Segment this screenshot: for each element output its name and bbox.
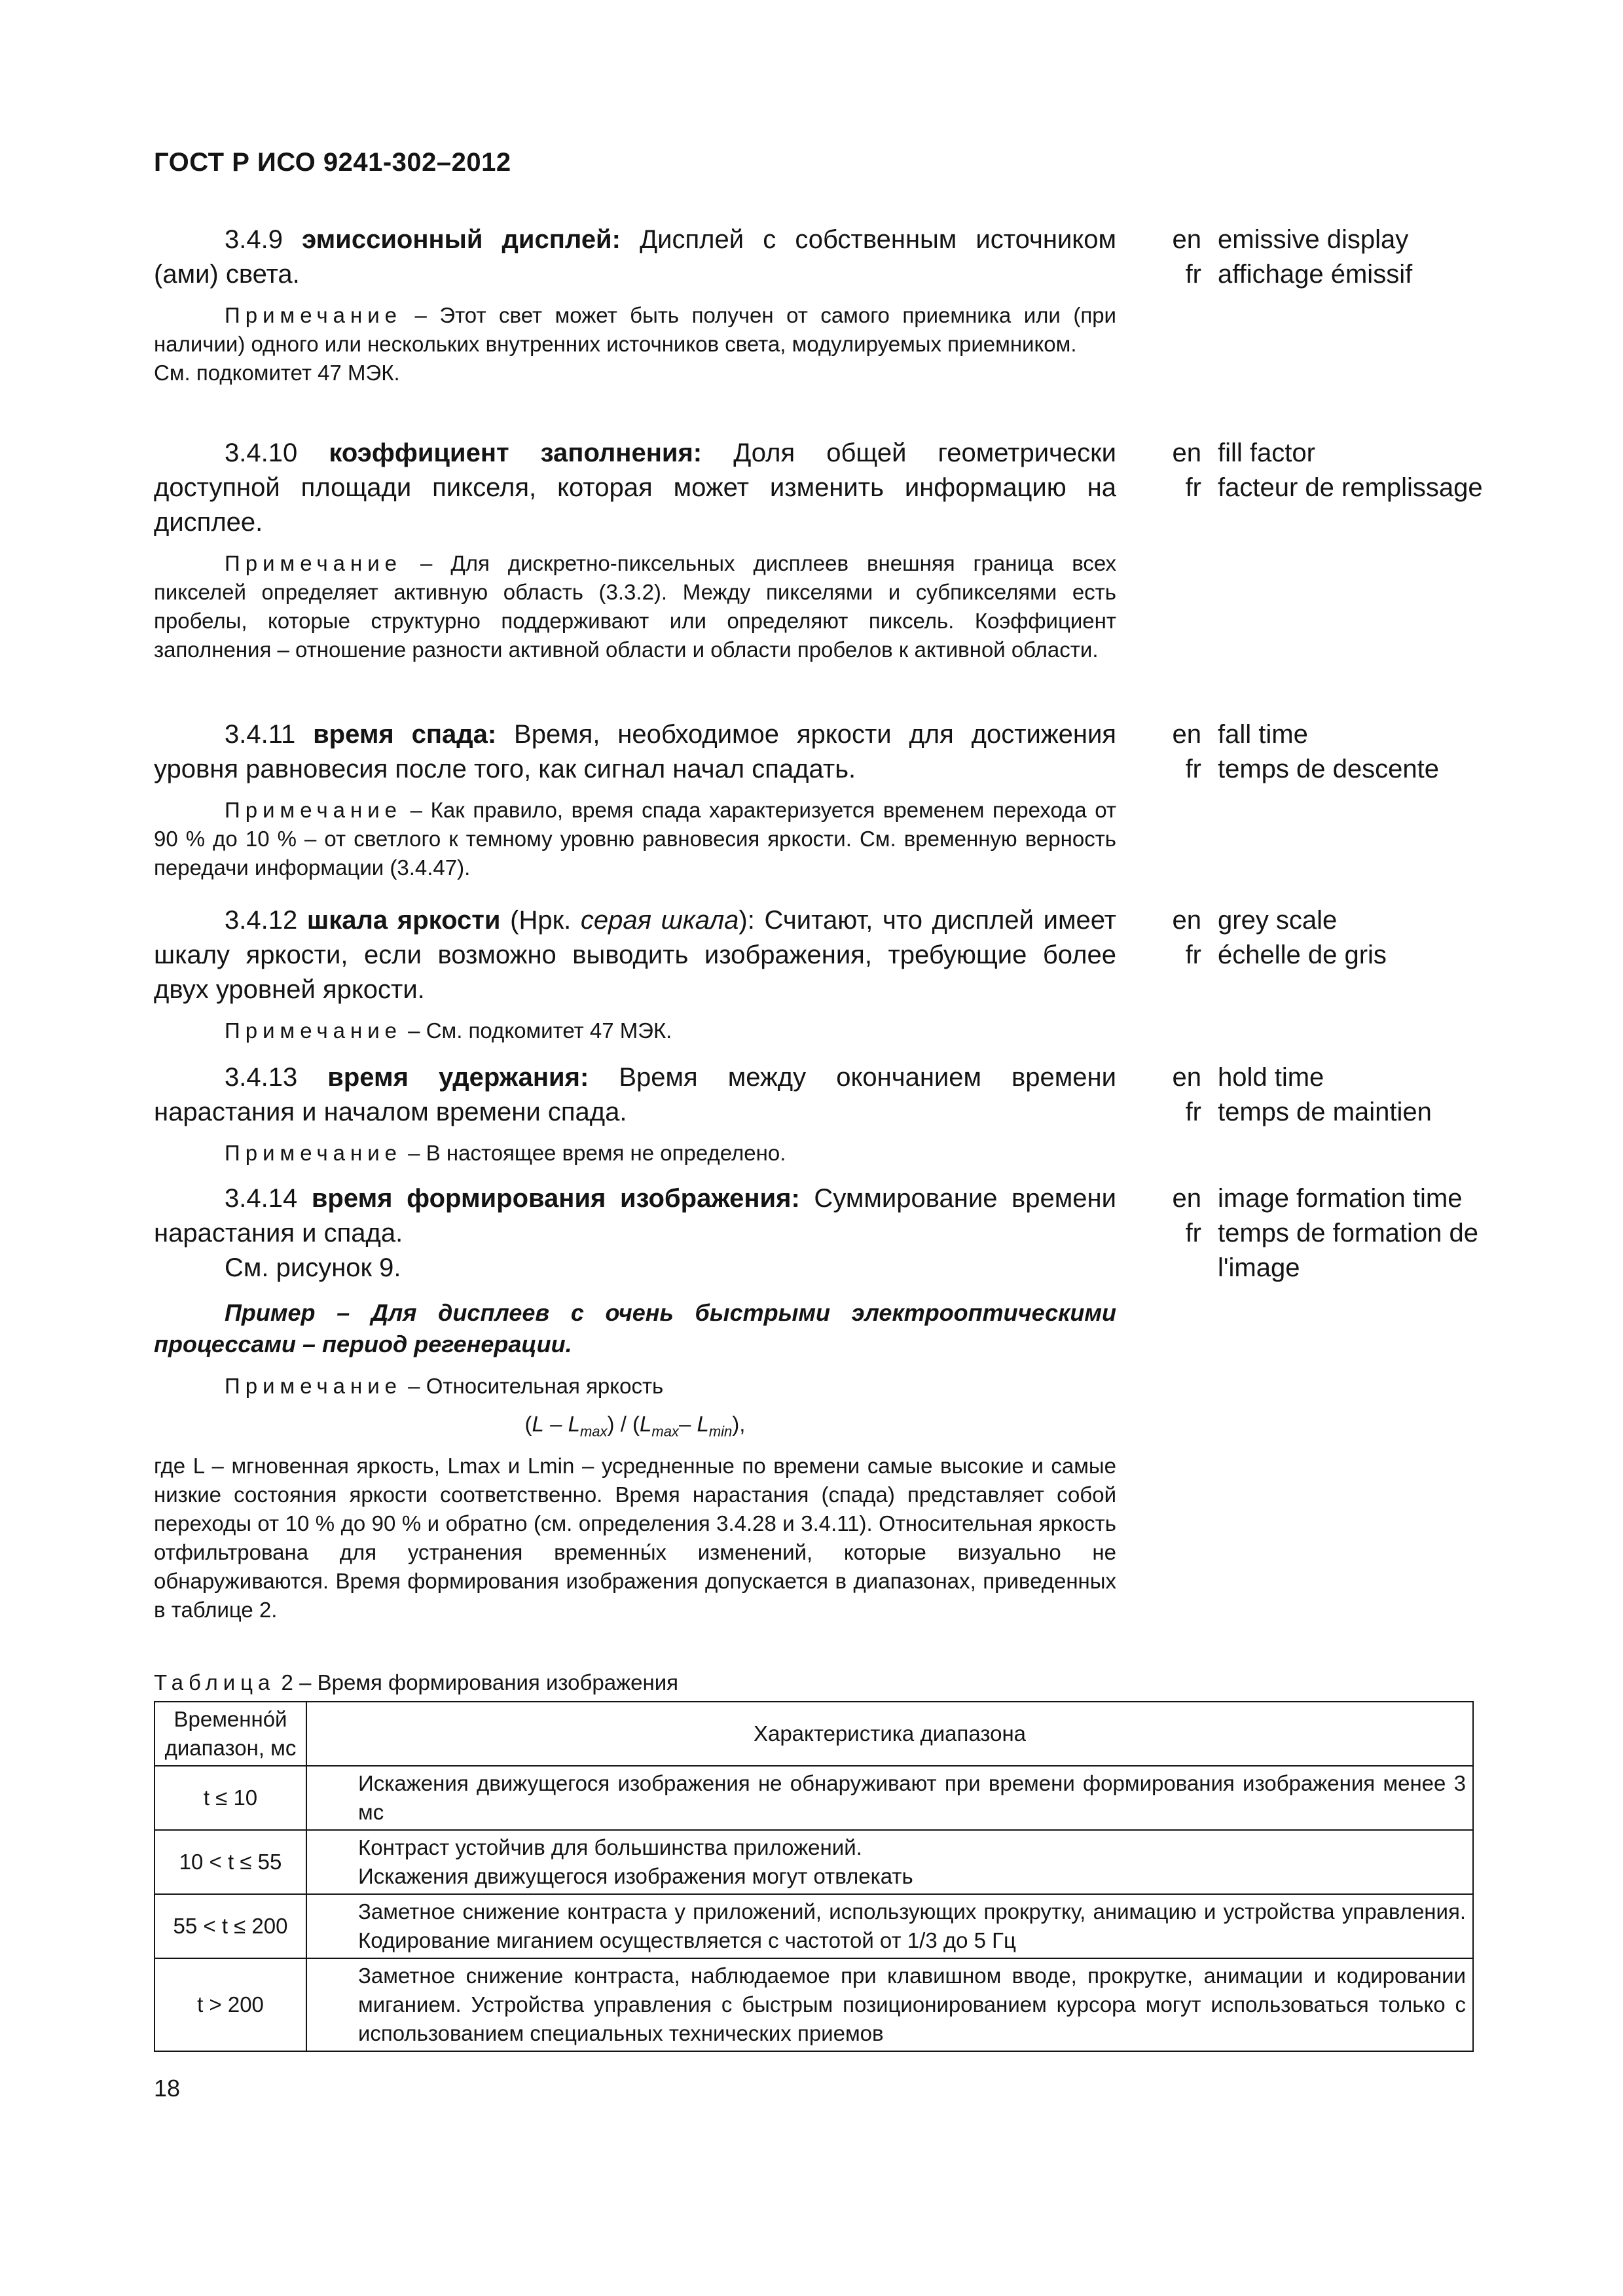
terms-3-4-9 <box>1158 223 1498 292</box>
cross-reference: См. подкомитет 47 МЭК. <box>154 361 400 385</box>
definition <box>154 1060 1116 1130</box>
entry-term: эмиссионный дисплей: <box>302 225 621 254</box>
definition <box>154 903 1116 1007</box>
note-label: Примечание <box>225 1018 403 1043</box>
lang-en: en <box>1172 225 1201 254</box>
definition-text-a: (Нрк. <box>500 906 581 935</box>
note-text: – Относительная яркость <box>402 1374 664 1398</box>
note-text: – Для дискретно-пиксельных дисплеев внешняя граница всех пикселей определяет активную область (3.3.2). Между пикселями и субпикселями есть пробелы, которые структурно поддерживают или определяют пиксель. Коэффициент заполнения – отношение разности активной области и области пробелов к активной области. <box>154 551 1116 662</box>
standard-header: ГОСТ Р ИСО 9241-302–2012 <box>154 148 511 177</box>
definition-text: Доля общей геометрически доступной площади пикселя, которая может изменить информацию на дисплее. <box>154 439 1116 537</box>
table-row <box>155 1830 1473 1894</box>
entry-term: время формирования изображения: <box>311 1184 800 1213</box>
note-label: Примечание <box>225 798 403 822</box>
note <box>154 549 1116 664</box>
characteristic-line: Заметное снижение контраста, наблюдаемое при клавишном вводе, прокрутке, анимации и кодировании миганием. Устройства управления с быстрым позиционированием курсора могут использоваться только с использованием специальных технических приемов <box>358 1964 1466 2045</box>
term-fr: temps de formation de l'image <box>1218 1219 1478 1282</box>
characteristic-cell <box>306 1958 1473 2051</box>
entry-3-4-9 <box>154 223 1116 387</box>
note-text: – В настоящее время не определено. <box>402 1141 786 1165</box>
entry-term: шкала яркости <box>306 906 501 935</box>
term-en: fill factor <box>1218 439 1315 467</box>
term-en: fall time <box>1218 720 1308 749</box>
characteristic-cell <box>306 1766 1473 1830</box>
note-label: Примечание <box>225 1141 403 1165</box>
term-fr: échelle de gris <box>1218 941 1387 969</box>
definition <box>154 436 1116 540</box>
lang-en: en <box>1172 906 1201 935</box>
definition-text-b: ): Считают, что дисплей имеет шкалу яркости, если возможно выводить изображения, требующие более двух уровней яркости. <box>154 906 1116 1004</box>
note-label: Примечание <box>225 551 403 575</box>
lang-fr: fr <box>1185 941 1201 969</box>
lang-en: en <box>1172 439 1201 467</box>
note <box>154 301 1116 359</box>
term-en: image formation time <box>1218 1184 1463 1213</box>
definition <box>154 223 1116 292</box>
formula-l-min: $L_{min}$ <box>697 1412 733 1440</box>
definition-text: Время, необходимое яркости для достижения уровня равновесия после того, как сигнал начал спадать. <box>154 720 1116 783</box>
table-caption-text: 2 – Время формирования изображения <box>275 1670 679 1695</box>
entry-number: 3.4.13 <box>225 1063 298 1092</box>
term-fr: temps de maintien <box>1218 1098 1432 1126</box>
entry-3-4-14 <box>154 1181 1116 1624</box>
column-header-range: Временно́й диапазон, мс <box>155 1702 306 1766</box>
note-text: – Как правило, время спада характеризуется временем перехода от 90 % до 10 % – от светлого к темному уровню равновесия яркости. См. временную верность передачи информации (3.4.47). <box>154 798 1116 880</box>
lang-fr: fr <box>1185 260 1201 289</box>
example-text: Пример – Для дисплеев с очень быстрыми электрооптическими процессами – период регенерации. <box>154 1299 1116 1357</box>
entry-number: 3.4.12 <box>225 906 298 935</box>
entry-term: коэффициент заполнения: <box>329 439 702 467</box>
lang-en: en <box>1172 720 1201 749</box>
definition-text: Суммирование времени нарастания и спада. <box>154 1184 1116 1247</box>
figure-reference: См. рисунок 9. <box>225 1253 401 1282</box>
term-fr: affichage émissif <box>1218 260 1413 289</box>
note-label: Примечание <box>225 303 403 327</box>
lang-fr: fr <box>1185 755 1201 783</box>
entry-3-4-12 <box>154 903 1116 1045</box>
lang-en: en <box>1172 1184 1201 1213</box>
characteristic-line: Заметное снижение контраста у приложений, использующих прокрутку, анимацию и устройства управления. Кодирование миганием осуществляется с частотой от 1/3 до 5 Гц <box>358 1899 1466 1952</box>
table-caption <box>154 1670 678 1695</box>
entry-term: время удержания: <box>327 1063 589 1092</box>
table-header-row <box>155 1702 1473 1766</box>
entry-3-4-10 <box>154 436 1116 664</box>
definition-text: Время между окончанием времени нарастания и началом времени спада. <box>154 1063 1116 1126</box>
entry-number: 3.4.11 <box>225 720 296 749</box>
note <box>154 796 1116 882</box>
characteristic-line: Контраст устойчив для большинства приложений. <box>358 1835 862 1859</box>
term-en: emissive display <box>1218 225 1409 254</box>
note <box>154 1016 1116 1045</box>
entry-3-4-13 <box>154 1060 1116 1168</box>
table-row <box>155 1766 1473 1830</box>
characteristic-line: Искажения движущегося изображения не обнаруживают при времени формирования изображения менее 3 мс <box>358 1771 1466 1824</box>
definition-text: Дисплей с собственным источником (ами) света. <box>154 225 1116 289</box>
definition <box>154 1181 1116 1251</box>
note-text: – См. подкомитет 47 МЭК. <box>402 1018 672 1043</box>
terms-3-4-10 <box>1158 436 1498 505</box>
range-cell: 10 < t ≤ 55 <box>155 1830 306 1894</box>
lang-fr: fr <box>1185 1098 1201 1126</box>
formula-explanation: где L – мгновенная яркость, Lmax и Lmin – усредненные по времени самые высокие и самые низкие состояния яркости соответственно. Время нарастания (спада) представляет собой переходы от 10 % до 90 % и обратно (см. определения 3.4.28 и 3.4.11). Относительная яркость отфильтрована для устранения временны́х изменений, которые визуально не обнаруживаются. Время формирования изображения допускается в диапазонах, приведенных в таблице 2. <box>154 1453 1116 1622</box>
note-text: – Этот свет может быть получен от самого приемника или (при наличии) одного или нескольких внутренних источников света, модулируемых приемником. <box>154 303 1116 356</box>
note <box>154 1139 1116 1168</box>
formula-l-max-2: $L_{max}$ <box>640 1412 679 1440</box>
definition <box>154 717 1116 787</box>
range-cell: 55 < t ≤ 200 <box>155 1894 306 1958</box>
lang-fr: fr <box>1185 473 1201 502</box>
characteristic-line: Искажения движущегося изображения могут отвлекать <box>358 1864 913 1888</box>
example <box>154 1297 1116 1360</box>
term-fr: facteur de remplissage <box>1218 473 1483 502</box>
characteristic-cell <box>306 1830 1473 1894</box>
term-en: hold time <box>1218 1063 1324 1092</box>
lang-en: en <box>1172 1063 1201 1092</box>
table-row <box>155 1894 1473 1958</box>
entry-number: 3.4.10 <box>225 439 298 467</box>
image-formation-time-table <box>154 1701 1474 2052</box>
range-cell: t > 200 <box>155 1958 306 2051</box>
entry-number: 3.4.14 <box>225 1184 298 1213</box>
entry-number: 3.4.9 <box>225 225 283 254</box>
note-label: Примечание <box>225 1374 403 1398</box>
relative-luminance-formula: $(L - L_{max}) / (L_{max}-$ $L_{min}$), <box>524 1412 746 1440</box>
entry-3-4-11 <box>154 717 1116 882</box>
range-cell: t ≤ 10 <box>155 1766 306 1830</box>
table-caption-label: Таблица <box>154 1670 276 1695</box>
entry-term: время спада: <box>313 720 497 749</box>
note <box>154 1372 1116 1401</box>
lang-fr: fr <box>1185 1219 1201 1247</box>
terms-3-4-11 <box>1158 717 1498 787</box>
terms-3-4-12 <box>1158 903 1498 973</box>
term-en: grey scale <box>1218 906 1338 935</box>
terms-3-4-13 <box>1158 1060 1498 1130</box>
terms-3-4-14 <box>1158 1181 1498 1285</box>
table-row <box>155 1958 1473 2051</box>
deprecated-term: серая шкала <box>580 906 739 935</box>
characteristic-cell <box>306 1894 1473 1958</box>
formula-l: L <box>532 1412 544 1436</box>
column-header-characteristic: Характеристика диапазона <box>306 1702 1473 1766</box>
formula-l-max: $L_{max}$ <box>568 1412 608 1440</box>
page-number: 18 <box>154 2075 181 2102</box>
term-fr: temps de descente <box>1218 755 1439 783</box>
